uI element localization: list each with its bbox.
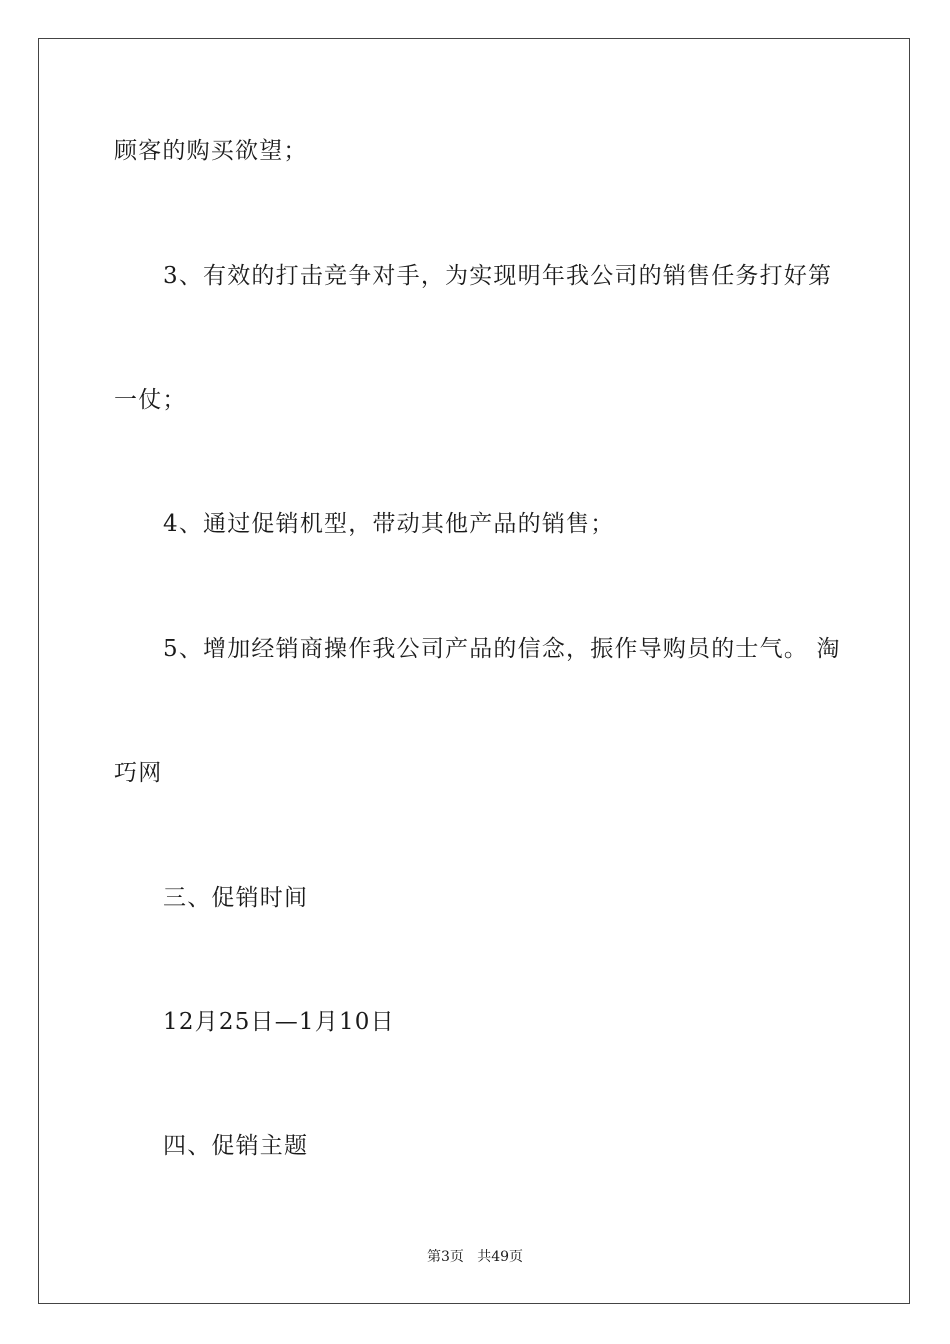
text-line-3: 一仗； <box>114 387 187 413</box>
text-line-5: 5、增加经销商操作我公司产品的信念，振作导购员的士气。 淘 <box>163 636 841 662</box>
text-line-2: 3、有效的打击竞争对手，为实现明年我公司的销售任务打好第 <box>163 263 833 289</box>
promotion-dates: 12月25日—1月10日 <box>163 1009 395 1035</box>
text-line-6: 巧网 <box>114 760 163 786</box>
page-number: 第3页 共49页 <box>426 1249 524 1265</box>
page-border <box>38 38 910 1304</box>
text-line-4: 4、通过促销机型，带动其他产品的销售； <box>163 511 615 537</box>
section-heading-time: 三、促销时间 <box>163 885 309 911</box>
text-line-1: 顾客的购买欲望； <box>114 138 308 164</box>
section-heading-theme: 四、促销主题 <box>163 1133 309 1159</box>
